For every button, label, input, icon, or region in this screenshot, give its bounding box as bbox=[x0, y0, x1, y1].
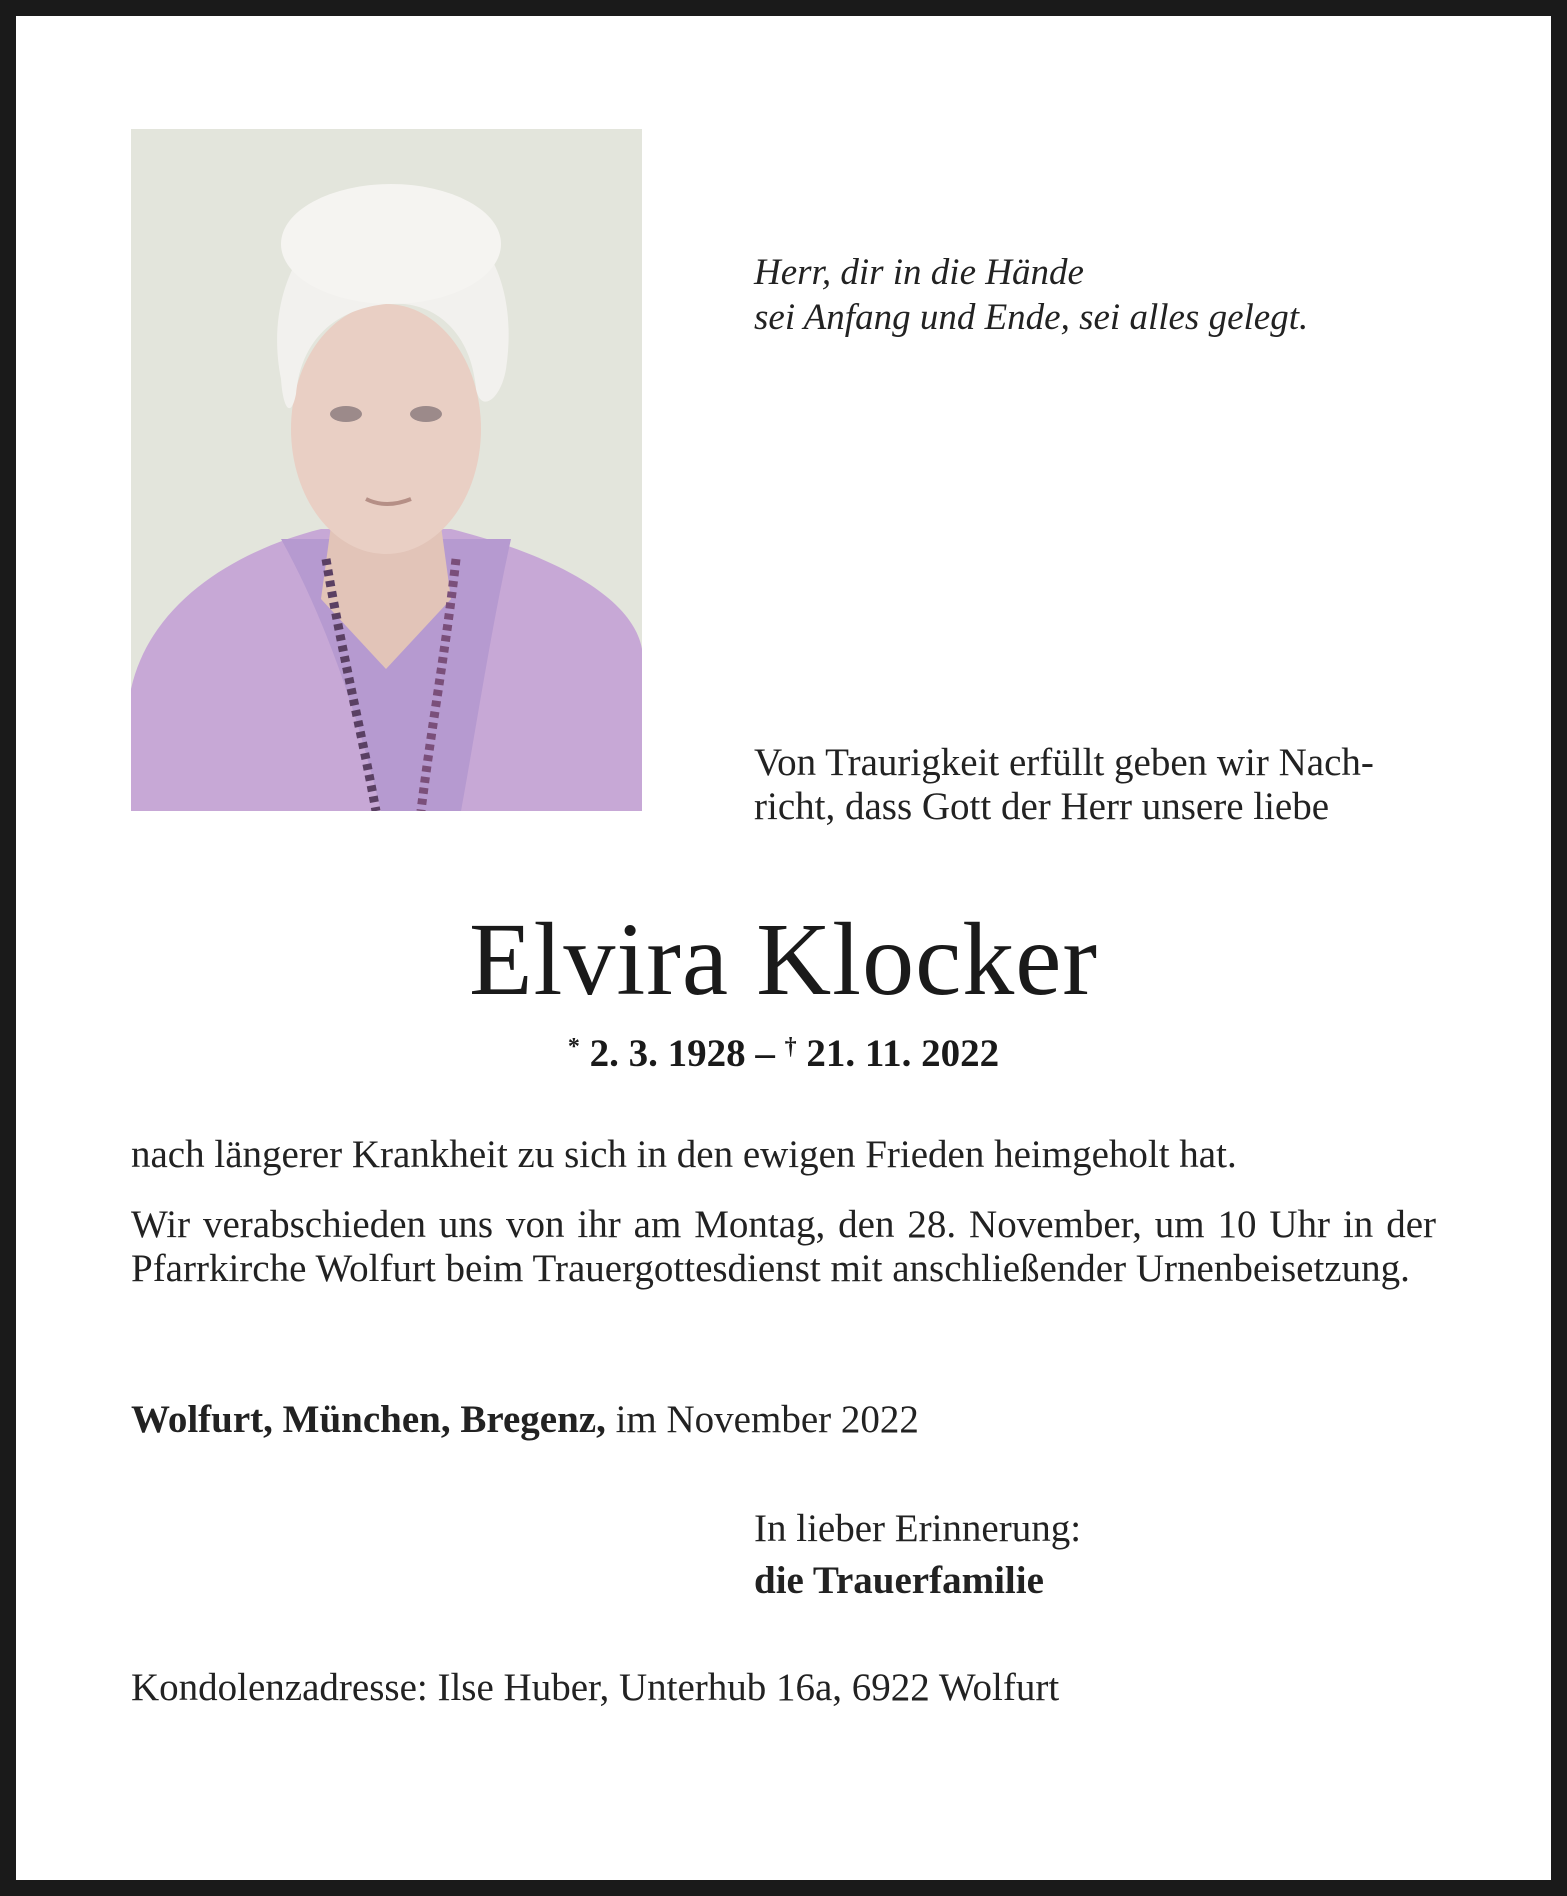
place-date-line bbox=[131, 1398, 1436, 1442]
birth-symbol: * bbox=[567, 1034, 580, 1060]
intro-line-2: richt, dass Gott der Herr unsere liebe bbox=[754, 785, 1330, 828]
family-line: die Trauerfamilie bbox=[754, 1559, 1044, 1602]
portrait-illustration bbox=[131, 129, 642, 811]
memory-line: In lieber Erinnerung: bbox=[754, 1507, 1082, 1550]
place-date: im November 2022 bbox=[605, 1398, 919, 1441]
intro-text bbox=[754, 741, 1374, 829]
condolence-address: Kondolenzadresse: Ilse Huber, Unterhub 16a, 6922 Wolfurt bbox=[131, 1666, 1060, 1709]
bible-verse bbox=[754, 250, 1308, 340]
birth-date: 2. 3. 1928 bbox=[589, 1032, 746, 1075]
deceased-name: Elvira Klocker bbox=[468, 902, 1099, 1017]
portrait-photo bbox=[131, 129, 642, 811]
intro-line-1: Von Traurigkeit erfüllt geben wir Nach- bbox=[754, 741, 1374, 784]
place-cities: Wolfurt, München, Bregenz, bbox=[131, 1398, 606, 1441]
signature-block bbox=[754, 1503, 1081, 1607]
death-date: 21. 11. 2022 bbox=[806, 1032, 1000, 1075]
body-paragraph-1: nach längerer Krankheit zu sich in den ewigen Frieden heimgeholt hat. bbox=[131, 1133, 1237, 1176]
death-symbol: † bbox=[784, 1034, 797, 1060]
date-separator: – bbox=[745, 1032, 785, 1075]
life-dates bbox=[0, 1024, 1567, 1077]
body-paragraph-2: Wir verabschieden uns von ihr am Montag, den 28. November, um 10 Uhr in der Pfarrkirche Wolfurt beim Trauergottesdienst mit anschließender Urnenbeisetzung. bbox=[131, 1203, 1436, 1290]
verse-line-2: sei Anfang und Ende, sei alles gelegt. bbox=[754, 297, 1309, 338]
verse-line-1: Herr, dir in die Hände bbox=[754, 252, 1084, 293]
